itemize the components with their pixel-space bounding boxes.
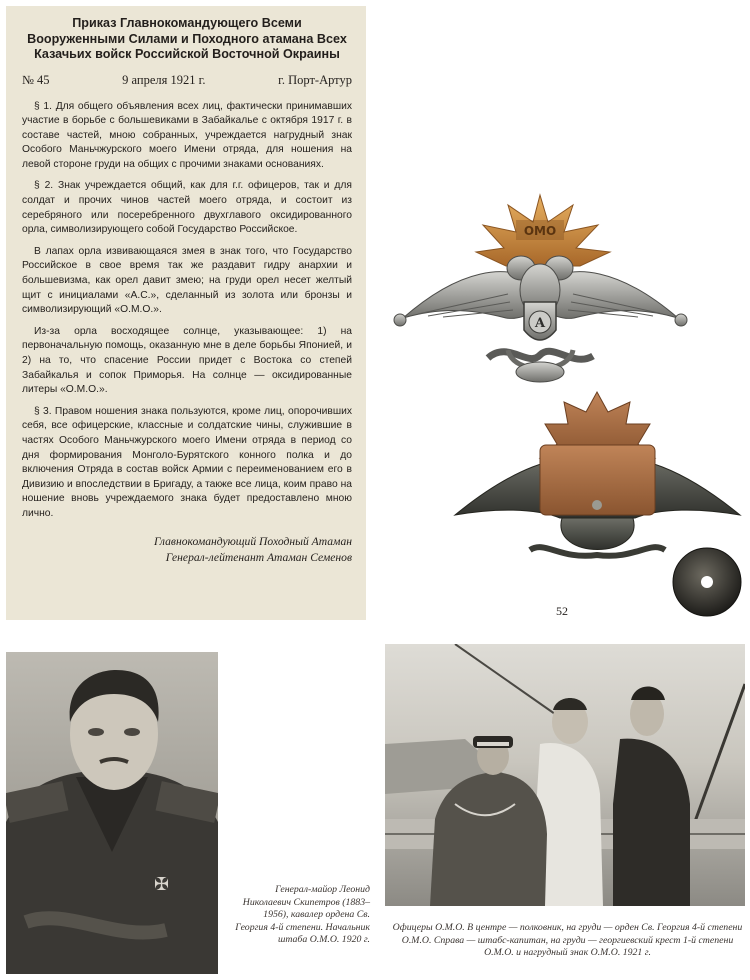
decree-number: № 45: [22, 72, 50, 87]
signature-line: Генерал-лейтенант Атаман Семенов: [165, 550, 352, 564]
decree-signature: [22, 534, 352, 566]
shield-letter: А: [534, 316, 546, 331]
decree-paragraph: § 2. Знак учреждается общий, как для г.г. офицеров, так и для солдат и прочих чинов частей моего отряда, и состоит из серебряного или посеребренного двухглавого оксидированного орла, символизирующего собой Государство Российское.: [22, 180, 352, 236]
decree-paragraph: § 3. Правом ношения знака пользуются, кроме лиц, опорочивших себя, все офицерские, классные и солдатские чины, служившие в частях Особого Маньчжурского моего Имени отряда в период со дня формирования Монголо-Бурятского конного полка и до включения Отряда в состав войск Армии с переименованием его в Дивизию и впоследствии в Бригаду, а также все лица, коим право на ношение вновь учреждаемого знака будет предоставлено мною лично.: [22, 405, 352, 519]
signature-line: Главнокомандующий Походный Атаман: [153, 534, 352, 548]
group-drawing: [385, 644, 745, 906]
decree-title: Приказ Главнокомандующего Всеми Вооруженными Силами и Походного атамана Всех Казачьих войск Российской Восточной Окраины: [27, 16, 347, 61]
sun-letters: ОМО: [523, 224, 557, 238]
badge-front-photo: [388, 190, 693, 395]
svg-text:✠: ✠: [154, 874, 170, 895]
decree-paragraph: Из-за орла восходящее солнце, указывающее: 1) на первоначальную помощь, оказанную мне в деле борьбы Японией, и 2) на то, что спасение России придет с Востока со степей Забайкалья и сопок Приморья. На солнце — оксидированные литеры «О.М.О.».: [22, 325, 352, 396]
decree-date: 9 апреля 1921 г.: [122, 72, 206, 87]
snake-and-claws: [488, 350, 593, 382]
decree-paragraph: § 1. Для общего объявления всех лиц, фактически принимавших участие в борьбе с большевиками в Забайкалье с октября 1917 г. в составе частей, мною собранных, учреждается нагрудный знак Особого Маньчжурского моего Имени отряда, для ношения на левой стороне груди на общих с прочими знаками основаниях.: [22, 100, 352, 170]
badge-nut-photo: [670, 545, 745, 620]
decree-panel: [6, 6, 366, 620]
portrait-caption: Генерал-майор Леонид Николаевич Скипетров (1883–1956), кавалер ордена Св. Георгия 4-й степени. Начальник штаба О.М.О. 1920 г.: [235, 884, 370, 945]
decree-place: г. Порт-Артур: [278, 72, 352, 87]
portrait-photo: [6, 652, 218, 974]
page-number: 52: [556, 604, 568, 618]
decree-meta: [22, 73, 352, 88]
group-photo: [385, 644, 745, 906]
decree-paragraph: В лапах орла извивающаяся змея в знак того, что Государство Российское в свое время так же раздавит гидру анархии и большевизма, как орел давит змею; на груди орел несет желтый щит с инициалами «А.С.», сделанный из золота или бронзы и символизирующий «О.М.О.».: [22, 245, 352, 316]
group-caption: Офицеры О.М.О. В центре — полковник, на груди — орден Св. Георгия 4-й степени О.М.О. Справа — штабс-капитан, на груди — георгиевский крест 1-й степени О.М.О. и нагрудный знак О.М.О. 1921 г.: [392, 922, 743, 958]
portrait-drawing: [6, 652, 218, 974]
